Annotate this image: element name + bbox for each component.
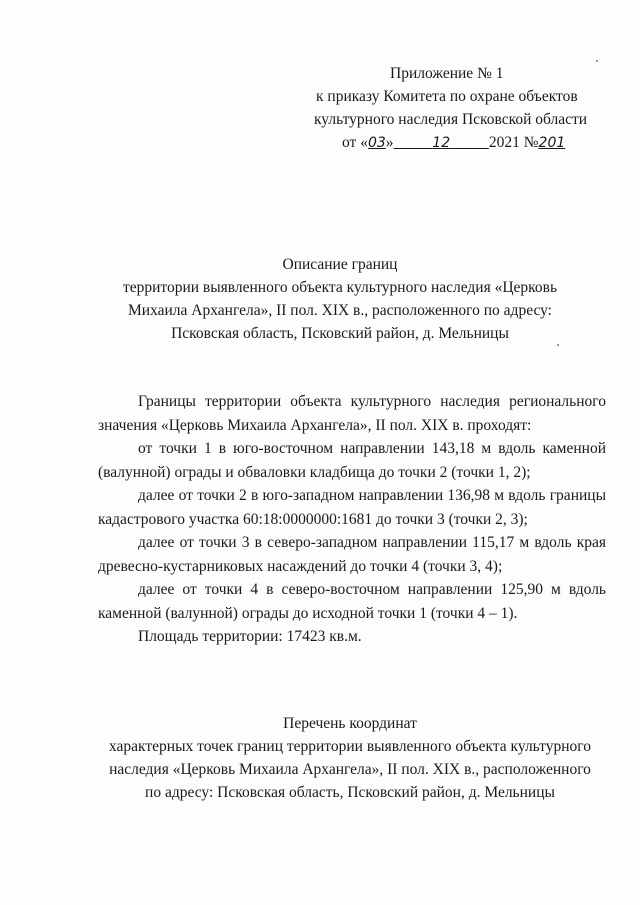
- appendix-order-line: к приказу Комитета по охране объектов: [316, 88, 578, 105]
- date-mid: »: [385, 134, 394, 151]
- title-line-4: Псковская область, Псковский район, д. Мельницы: [171, 325, 509, 342]
- title2-line-4: по адресу: Псковская область, Псковский район, д. Мельницы: [145, 784, 555, 801]
- paragraph-area: Площадь территории: 17423 кв.м.: [138, 628, 362, 645]
- paragraph-point-2: далее от точки 2 в юго-западном направлении 136,98 м вдоль границы кадастрового участка 60:18:0000000:1681 до точки 3 (точки 2, 3);: [98, 487, 606, 528]
- appendix-header: [300, 62, 615, 155]
- date-prefix: от «: [342, 134, 368, 151]
- title-line-2: территории выявленного объекта культурного наследия «Церковь: [122, 279, 558, 296]
- scan-speck: [557, 344, 559, 346]
- handwritten-day: 03: [367, 135, 386, 151]
- paragraph-point-4: далее от точки 4 в северо-восточном направлении 125,90 м вдоль каменной (валунной) ограды до исходной точки 1 (точки 4 – 1).: [98, 581, 606, 622]
- coordinates-title: [90, 712, 610, 804]
- description-body: [98, 390, 606, 649]
- title2-line-3: наследия «Церковь Михаила Архангела», II пол. XIX в., расположенного: [109, 761, 591, 778]
- handwritten-number: 201: [538, 135, 566, 151]
- paragraph-point-1: от точки 1 в юго-восточном направлении 143,18 м вдоль каменной (валунной) ограды и обваловки кладбища до точки 2 (точки 1, 2);: [98, 440, 606, 481]
- paragraph-point-3: далее от точки 3 в северо-западном направлении 115,17 м вдоль края древесно-кустарниковых насаждений до точки 4 (точки 3, 4);: [98, 534, 606, 575]
- appendix-title: Приложение № 1: [390, 65, 504, 82]
- title-line-3: Михаила Архангела», II пол. XIX в., расположенного по адресу:: [128, 302, 552, 319]
- month-blank: [394, 134, 433, 151]
- handwritten-month: 12: [432, 135, 451, 151]
- description-title: [90, 253, 590, 345]
- title2-line-2: характерных точек границ территории выявленного объекта культурного: [109, 738, 591, 755]
- title2-line-1: Перечень координат: [283, 715, 417, 732]
- title-line-1: Описание границ: [282, 256, 398, 273]
- appendix-date-line: [300, 131, 615, 155]
- appendix-committee-line: культурного наследия Псковской области: [314, 111, 588, 128]
- date-year: 2021 №: [488, 134, 539, 151]
- paragraph-boundaries: Границы территории объекта культурного наследия регионального значения «Церковь Михаила Архангела», II пол. XIX в. проходят:: [98, 393, 606, 434]
- scan-speck: [596, 60, 598, 62]
- month-blank-2: [450, 134, 489, 151]
